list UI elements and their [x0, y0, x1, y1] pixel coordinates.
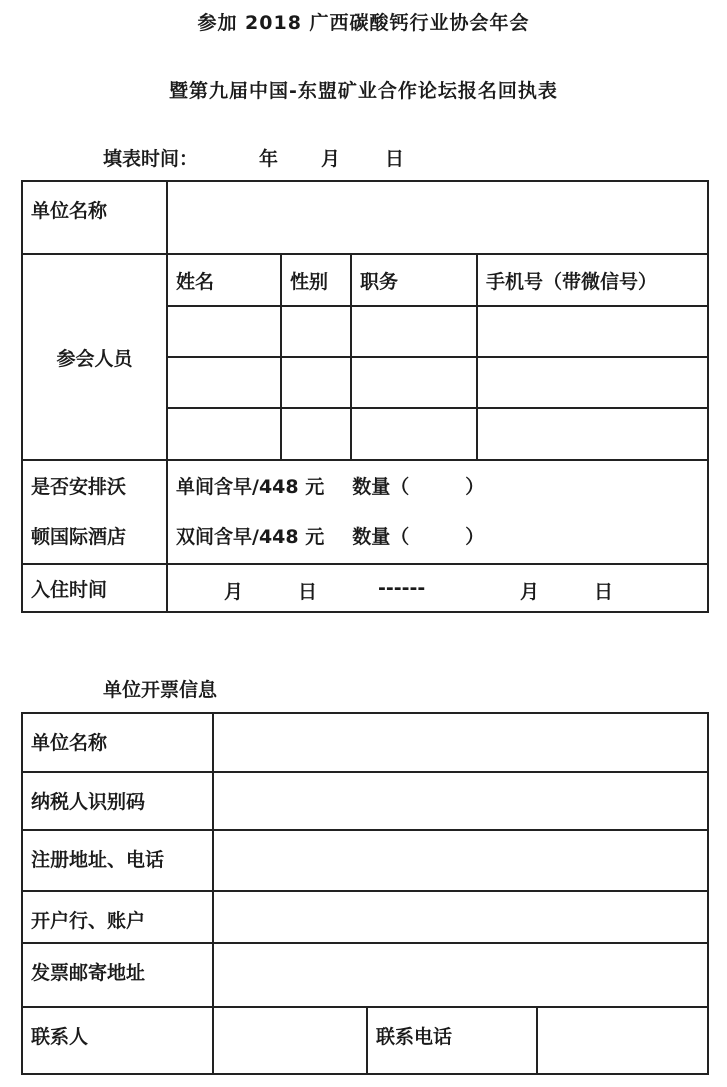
- quantity-label: 数量（: [352, 526, 410, 548]
- hotel-label-line1: 是否安排沃: [31, 476, 127, 498]
- invoice-unit-name-label: 单位名称: [22, 713, 213, 772]
- fill-date-month: 月: [321, 148, 341, 170]
- mail-address-label: 发票邮寄地址: [22, 943, 213, 1007]
- date-range-dash: ------: [378, 577, 426, 599]
- unit-name-label: 单位名称: [22, 181, 167, 254]
- hotel-options: [167, 460, 708, 564]
- mail-address-field[interactable]: [213, 943, 708, 1007]
- col-header-gender: 性别: [281, 254, 351, 306]
- checkout-month: 月: [520, 581, 540, 603]
- bank-account-label: 开户行、账户: [22, 891, 213, 943]
- attendee-gender-cell[interactable]: [281, 306, 351, 357]
- fill-date-label: 填表时间：: [103, 148, 199, 170]
- attendee-phone-cell[interactable]: [477, 306, 708, 357]
- attendee-position-cell[interactable]: [351, 408, 477, 460]
- form-title-line2: 暨第九届中国-东盟矿业合作论坛报名回执表: [169, 80, 558, 102]
- checkout-day: 日: [594, 581, 614, 603]
- tax-id-label: 纳税人识别码: [22, 772, 213, 830]
- checkin-dates-field[interactable]: [167, 564, 708, 612]
- attendee-phone-cell[interactable]: [477, 408, 708, 460]
- checkin-day: 日: [298, 581, 318, 603]
- attendee-position-cell[interactable]: [351, 306, 477, 357]
- room-double-label: 双间含早/448 元: [176, 526, 325, 548]
- col-header-name: 姓名: [167, 254, 281, 306]
- contact-phone-field[interactable]: [537, 1007, 708, 1074]
- registration-table: [21, 180, 709, 613]
- invoice-section-title: 单位开票信息: [103, 679, 218, 701]
- form-title-line1: 参加 2018 广西碳酸钙行业协会年会: [197, 12, 530, 34]
- room-single-row: [176, 462, 699, 512]
- attendee-position-cell[interactable]: [351, 357, 477, 408]
- quantity-double-input[interactable]: ）: [465, 526, 485, 548]
- attendee-gender-cell[interactable]: [281, 408, 351, 460]
- contact-label: 联系人: [22, 1007, 213, 1074]
- room-double-row: [176, 512, 699, 562]
- attendee-name-cell[interactable]: [167, 408, 281, 460]
- hotel-label: [22, 460, 167, 564]
- attendee-phone-cell[interactable]: [477, 357, 708, 408]
- attendee-gender-cell[interactable]: [281, 357, 351, 408]
- attendee-name-cell[interactable]: [167, 306, 281, 357]
- attendee-name-cell[interactable]: [167, 357, 281, 408]
- bank-account-field[interactable]: [213, 891, 708, 943]
- invoice-table: [21, 712, 709, 1075]
- contact-field[interactable]: [213, 1007, 367, 1074]
- quantity-label: 数量（: [352, 476, 410, 498]
- hotel-label-line2: 顿国际酒店: [31, 526, 127, 548]
- col-header-phone: 手机号（带微信号）: [477, 254, 708, 306]
- unit-name-field[interactable]: [167, 181, 708, 254]
- invoice-unit-name-field[interactable]: [213, 713, 708, 772]
- attendees-label: 参会人员: [22, 254, 167, 460]
- checkin-month: 月: [224, 581, 244, 603]
- fill-date-day: 日: [385, 148, 405, 170]
- room-single-label: 单间含早/448 元: [176, 476, 325, 498]
- tax-id-field[interactable]: [213, 772, 708, 830]
- col-header-position: 职务: [351, 254, 477, 306]
- contact-phone-label: 联系电话: [367, 1007, 537, 1074]
- address-phone-label: 注册地址、电话: [22, 830, 213, 891]
- checkin-label: 入住时间: [22, 564, 167, 612]
- fill-date-year: 年: [259, 148, 279, 170]
- quantity-single-input[interactable]: ）: [465, 476, 485, 498]
- address-phone-field[interactable]: [213, 830, 708, 891]
